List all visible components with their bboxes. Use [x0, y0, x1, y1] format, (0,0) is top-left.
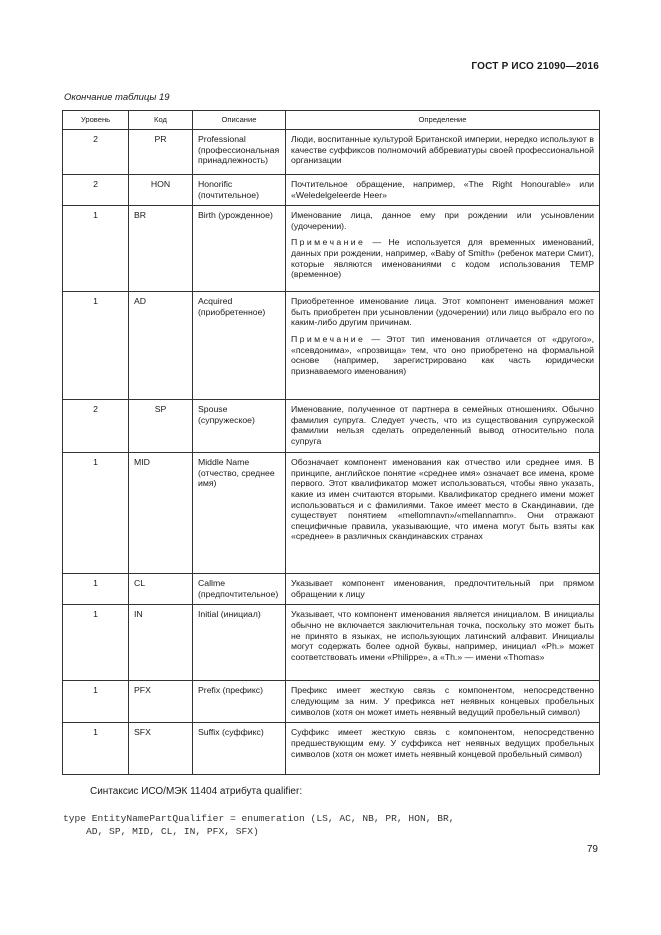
- cell-code: SP: [129, 400, 193, 453]
- cell-code: PFX: [129, 681, 193, 723]
- cell-definition: Почтительное обращение, например, «The Right Honourable» или «Weledelgeleerde Heer»: [286, 175, 600, 206]
- table-row: [63, 574, 600, 605]
- column-header-definition: Определение: [286, 111, 600, 130]
- note-label: Примечание: [291, 333, 366, 344]
- definition-note: [291, 237, 594, 279]
- cell-definition: Именование, полученное от партнера в семейных отношениях. Обычно фамилия супруга. Следует учесть, что из существования супружеской фамилии нельзя сделать определенный вывод относительно пола супруга: [286, 400, 600, 453]
- cell-description: Acquired (приобретенное): [193, 292, 286, 400]
- cell-description: Suffix (суффикс): [193, 723, 286, 775]
- cell-description: Honorific (почтительное): [193, 175, 286, 206]
- cell-level: 2: [63, 175, 129, 206]
- cell-description: Birth (урожденное): [193, 206, 286, 292]
- table-row: [63, 605, 600, 681]
- column-header-description: Описание: [193, 111, 286, 130]
- definition-text: Именование лица, данное ему при рождении или усыновлении (удочерении).: [291, 210, 594, 231]
- cell-definition: Указывает, что компонент именования является инициалом. В инициалы обычно не включается заключительная точка, поскольку это может быть не принято в языках, не использующих латинский алфавит. Инициалы могут содержать более одной буквы, например, инициал «Ph.» может соответствовать имени «Philippe», а «Th.» — имени «Thomas»: [286, 605, 600, 681]
- cell-description: Callme (предпочтительное): [193, 574, 286, 605]
- cell-description: Middle Name (отчество, среднее имя): [193, 453, 286, 574]
- cell-description: Initial (инициал): [193, 605, 286, 681]
- cell-level: 1: [63, 453, 129, 574]
- column-header-code: Код: [129, 111, 193, 130]
- table-row: [63, 292, 600, 400]
- cell-code: PR: [129, 130, 193, 175]
- table-row: [63, 206, 600, 292]
- definition-text: Приобретенное именование лица. Этот компонент именования может быть приобретен при усыновлении (удочерении) или лицо выбрало его по каким-либо другим причинам.: [291, 296, 594, 328]
- cell-code: IN: [129, 605, 193, 681]
- cell-code: SFX: [129, 723, 193, 775]
- table-row: [63, 453, 600, 574]
- cell-definition: Указывает компонент именования, предпочтительный при прямом обращении к лицу: [286, 574, 600, 605]
- cell-level: 1: [63, 723, 129, 775]
- note-text: — Этот тип именования отличается от «другого», «псевдонима», «прозвища» тем, что оно приобретено на формальной основе (например, зарегистрировано как часть юридически признаваемого именования): [291, 333, 594, 376]
- table-row: [63, 130, 600, 175]
- cell-definition: Суффикс имеет жесткую связь с компонентом, непосредственно предшествующим ему. У суффикса нет неявных ведущих пробельных символов (хотя он может иметь неявный концевой пробельный символ): [286, 723, 600, 775]
- page-number: 79: [586, 844, 598, 855]
- cell-code: HON: [129, 175, 193, 206]
- cell-definition: [286, 206, 600, 292]
- cell-level: 2: [63, 130, 129, 175]
- document-standard-header: ГОСТ Р ИСО 21090—2016: [471, 61, 599, 72]
- cell-description: Spouse (супружеское): [193, 400, 286, 453]
- cell-code: CL: [129, 574, 193, 605]
- table-row: [63, 681, 600, 723]
- cell-description: Prefix (префикс): [193, 681, 286, 723]
- note-text: — Не используется для временных именований, данных при рождении, например, «Baby of Smith» (ребенок матери Смит), которые являются именованиями с кодом использования TEMP (временное): [291, 237, 594, 280]
- cell-level: 1: [63, 605, 129, 681]
- cell-level: 2: [63, 400, 129, 453]
- table-row: [63, 723, 600, 775]
- cell-level: 1: [63, 681, 129, 723]
- code-snippet: type EntityNamePartQualifier = enumeration (LS, AC, NB, PR, HON, BR, AD, SP, MID, CL, IN, PFX, SFX): [63, 813, 455, 837]
- cell-definition: [286, 292, 600, 400]
- cell-level: 1: [63, 292, 129, 400]
- cell-code: BR: [129, 206, 193, 292]
- table-row: [63, 400, 600, 453]
- table-row: [63, 175, 600, 206]
- definition-note: [291, 334, 594, 376]
- cell-code: MID: [129, 453, 193, 574]
- column-header-level: Уровень: [63, 111, 129, 130]
- cell-level: 1: [63, 574, 129, 605]
- syntax-intro: Синтаксис ИСО/МЭК 11404 атрибута qualifier:: [90, 786, 303, 797]
- note-label: Примечание: [291, 237, 366, 248]
- cell-description: Professional (профессиональная принадлежность): [193, 130, 286, 175]
- cell-code: AD: [129, 292, 193, 400]
- table-caption: Окончание таблицы 19: [64, 92, 170, 103]
- table-header-row: [63, 111, 600, 130]
- cell-definition: Префикс имеет жесткую связь с компонентом, непосредственно следующим за ним. У префикса нет неявных концевых пробельных символов (хотя он может иметь неявный ведущий пробельный символ): [286, 681, 600, 723]
- cell-definition: Люди, воспитанные культурой Британской империи, нередко используют в качестве суффиксов полномочий аббревиатуры своей профессиональной организации: [286, 130, 600, 175]
- cell-level: 1: [63, 206, 129, 292]
- cell-definition: Обозначает компонент именования как отчество или среднее имя. В принципе, английское понятие «среднее имя» означает все имена, кроме первого. Этот квалификатор может использоваться, чтобы явно указать, какие из имен считаются вторыми. Квалификатор среднего имени может использоваться и с фамилиями. Такое имеет место в Скандинавии, где существует понятием «mellomnavn»/«mellannamn». Они отражают специфичные правила, указывающие, что имена могут быть взяты как «среднее» в различных скандинавских странах: [286, 453, 600, 574]
- qualifier-table: [62, 110, 600, 775]
